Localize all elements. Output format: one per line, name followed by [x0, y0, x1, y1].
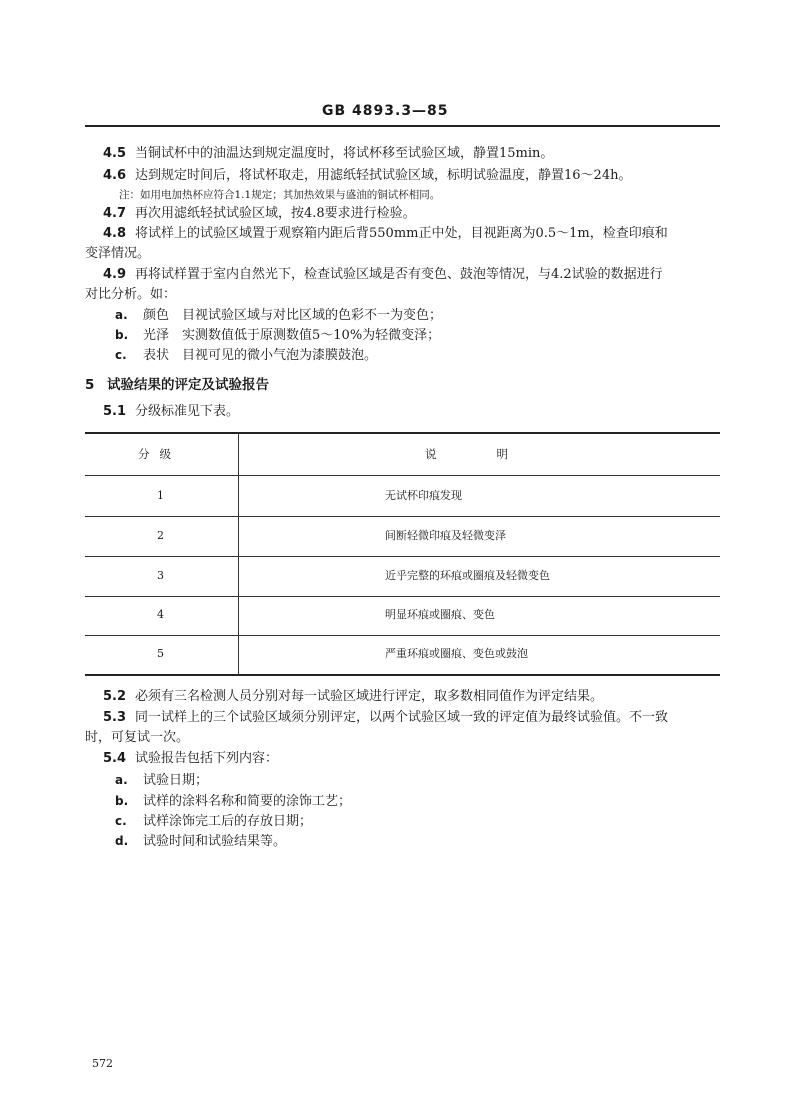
table-cell-description: 间断轻微印痕及轻微变泽: [385, 529, 506, 542]
table-cell-description: 近乎完整的环痕或圈痕及轻微变色: [385, 569, 550, 582]
header-rule: [85, 125, 720, 127]
clause-5-2: [103, 688, 603, 706]
sub-item-a: [115, 306, 442, 325]
sub-item-text: 颜色 目视试验区域与对比区域的色彩不一为变色；: [143, 308, 443, 323]
clause-text: 再将试样置于室内自然光下，检查试验区域是否有变色、鼓泡等情况，与4.2试验的数据进行: [135, 267, 663, 282]
clause-5-3: [103, 709, 668, 727]
table-row-rule: [85, 556, 720, 557]
clause-note: 注：如用电加热杯应符合1.1规定；其加热效果与盛油的铜试杯相同。: [119, 189, 441, 201]
table-row-rule: [85, 516, 720, 517]
clause-number: 4.7: [103, 206, 127, 221]
table-row-rule: [85, 596, 720, 597]
sub-item-text: 试样涂饰完工后的存放日期；: [143, 814, 313, 829]
table-cell-description: 无试杯印痕发现: [385, 489, 462, 502]
table-cell-description: 明显环痕或圈痕、变色: [385, 608, 495, 621]
clause-text: 达到规定时间后，将试杯取走，用滤纸轻拭试验区域，标明试验温度，静置16～24h。: [135, 168, 632, 183]
clause-4-9-continued: 对比分析。如：: [85, 287, 177, 302]
sub-item-label: a.: [115, 308, 128, 322]
report-item-d: [115, 832, 286, 851]
section-number: 5: [85, 377, 95, 393]
table-header-description: 说明: [425, 447, 568, 461]
clause-5-3-continued: 时，可复试一次。: [85, 730, 190, 745]
clause-number: 5.1: [103, 404, 127, 419]
clause-text: 当铜试杯中的油温达到规定温度时，将试杯移至试验区域，静置15min。: [135, 146, 554, 161]
table-top-rule: [85, 432, 720, 434]
clause-4-8-continued: 变泽情况。: [85, 246, 151, 261]
table-bottom-rule: [85, 674, 720, 676]
clause-4-6: [103, 167, 631, 185]
clause-text: 分级标准见下表。: [135, 404, 240, 419]
section-5-heading: [85, 376, 269, 394]
sub-item-text: 试样的涂料名称和简要的涂饰工艺；: [143, 794, 352, 809]
sub-item-label: a.: [115, 773, 128, 787]
grading-table: [85, 432, 720, 676]
table-cell-grade: 1: [157, 489, 164, 502]
clause-text: 同一试样上的三个试验区域须分别评定，以两个试验区域一致的评定值为最终试验值。不一致: [135, 710, 669, 725]
clause-number: 4.9: [103, 267, 127, 282]
table-cell-description: 严重环痕或圈痕、变色或鼓泡: [385, 647, 528, 660]
table-row-rule: [85, 635, 720, 636]
sub-item-text: 试验日期；: [143, 773, 209, 788]
sub-item-text: 光泽 实测数值低于原测数值5～10%为轻微变泽；: [143, 328, 441, 343]
clause-number: 4.6: [103, 168, 127, 183]
clause-4-8: [103, 225, 668, 243]
clause-text: 将试样上的试验区域置于观察箱内距后背550mm正中处，目视距离为0.5～1m，检查印痕和: [135, 226, 668, 241]
report-item-c: [115, 812, 312, 831]
sub-item-text: 试验时间和试验结果等。: [143, 834, 287, 849]
table-cell-grade: 2: [157, 529, 164, 542]
report-item-a: [115, 771, 208, 790]
table-header-grade: 分级: [138, 447, 181, 461]
clause-text: 试验报告包括下列内容：: [135, 751, 279, 766]
clause-number: 5.3: [103, 710, 127, 725]
clause-number: 5.4: [103, 751, 127, 766]
clause-5-1: [103, 403, 239, 421]
sub-item-label: b.: [115, 328, 129, 342]
sub-item-label: b.: [115, 794, 129, 808]
clause-text: 再次用滤纸轻拭试验区域，按4.8要求进行检验。: [135, 206, 416, 221]
sub-item-text: 表状 目视可见的微小气泡为漆膜鼓泡。: [143, 348, 378, 363]
clause-4-9: [103, 266, 663, 284]
sub-item-b: [115, 326, 440, 345]
clause-number: 5.2: [103, 689, 127, 704]
page-number: 572: [92, 1057, 113, 1070]
clause-4-5: [103, 145, 553, 163]
table-cell-grade: 3: [157, 569, 164, 582]
clause-text: 必须有三名检测人员分别对每一试验区域进行评定，取多数相同值作为评定结果。: [135, 689, 604, 704]
section-title: 试验结果的评定及试验报告: [107, 377, 269, 393]
clause-number: 4.8: [103, 226, 127, 241]
report-item-b: [115, 792, 351, 811]
standard-code-header: GB 4893.3—85: [322, 103, 449, 119]
sub-item-c: [115, 346, 377, 365]
clause-5-4: [103, 750, 278, 768]
table-column-divider: [238, 432, 239, 676]
clause-number: 4.5: [103, 146, 127, 161]
table-cell-grade: 5: [157, 647, 164, 660]
clause-4-7: [103, 205, 416, 223]
sub-item-label: c.: [115, 814, 127, 828]
table-header-rule: [85, 475, 720, 476]
table-cell-grade: 4: [157, 608, 164, 621]
sub-item-label: c.: [115, 348, 127, 362]
sub-item-label: d.: [115, 834, 129, 848]
